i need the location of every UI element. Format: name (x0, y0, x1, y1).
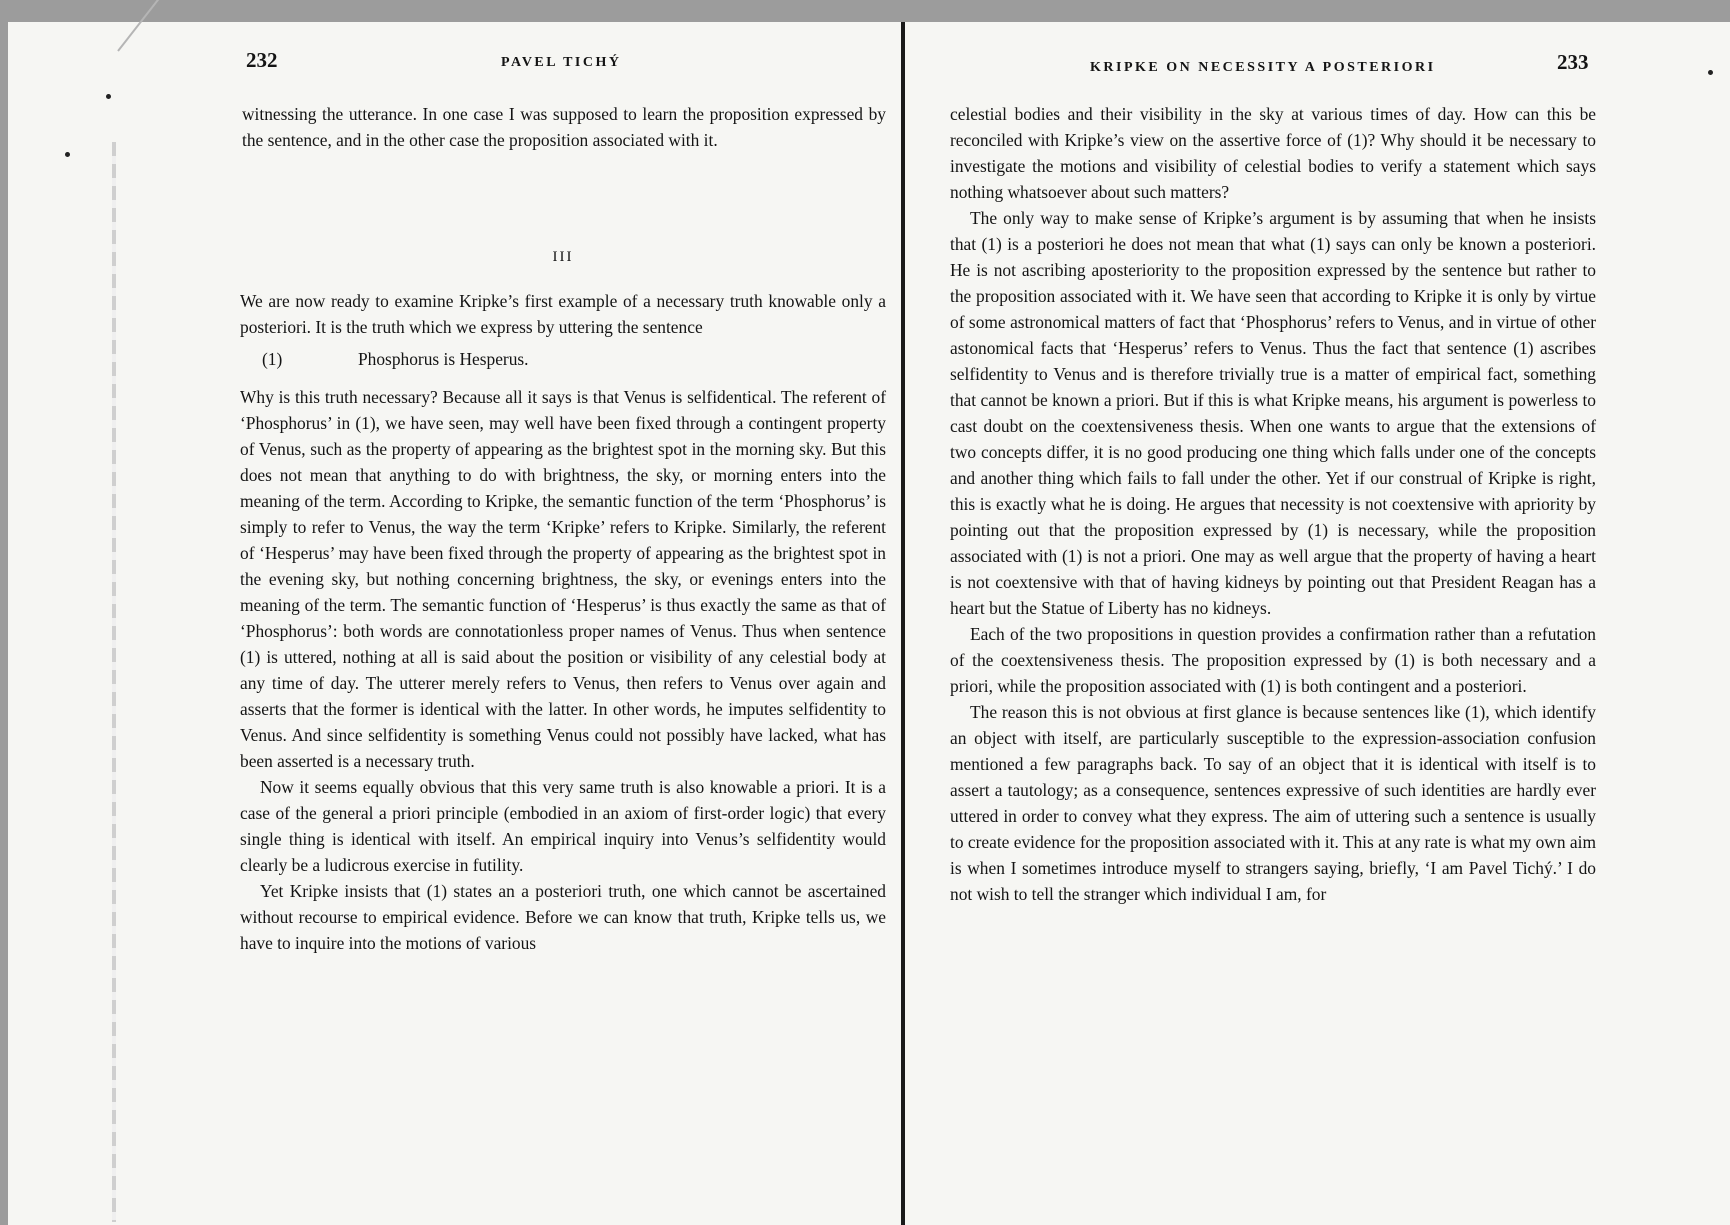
example-number: (1) (262, 349, 283, 369)
speck-mark (1708, 70, 1713, 75)
right-page (908, 22, 1730, 1225)
page-number: 233 (1557, 50, 1589, 74)
page-corner-fold (117, 0, 205, 52)
running-head: PAVEL TICHÝ (501, 55, 622, 70)
left-page (8, 22, 908, 1225)
paragraph: We are now ready to examine Kripke’s first example of a necessary truth knowable only a posteriori. It is the truth which we express by uttering the sentence (240, 291, 886, 337)
paragraph: The reason this is not obvious at first glance is because sentences like (1), which identify an object with itself, are particularly susceptible to the expression-association confusion mentioned a few paragraphs back. To say of an object that it is identical with itself is to assert a tautology; as a consequence, sentences expressive of such identities are hardly ever uttered in order to convey what they express. The aim of uttering such a sentence is usually to create evidence for the proposition associated with it. This at any rate is what my own aim is when I sometimes introduce myself to strangers saying, briefly, ‘I am Pavel Tichý.’ I do not wish to tell the stranger which individual I am, for (950, 702, 1596, 904)
right-body (950, 101, 1596, 907)
speck-mark (65, 152, 70, 157)
example-sentence: Phosphorus is Hesperus. (358, 349, 529, 369)
numbered-example (240, 346, 886, 372)
paragraph: celestial bodies and their visibility in the sky at various times of day. How can this be reconciled with Kripke’s view on the assertive force of (1)? Why should it be necessary to investigate the motions and visibility of celestial bodies to verify a statement which says nothing whatsoever about such matters? (950, 104, 1596, 202)
section-number: III (552, 249, 574, 265)
speck-mark (106, 94, 111, 99)
left-body-top (242, 101, 886, 153)
left-body (240, 200, 886, 956)
paragraph: Why is this truth necessary? Because all it says is that Venus is selfidentical. The referent of ‘Phosphorus’ in (1), we have seen, may well have been fixed through a contingent property of Venus, such as the property of appearing as the brightest spot in the morning sky. But this does not mean that anything to do with brightness, the sky, or morning enters into the meaning of the term. According to Kripke, the semantic function of the term ‘Phosphorus’ is simply to refer to Venus, the way the term ‘Kripke’ refers to Kripke. Similarly, the referent of ‘Hesperus’ may have been fixed through the property of appearing as the brightest spot in the evening sky, but nothing concerning brightness, the sky, or evenings enters into the meaning of the term. The semantic function of ‘Hesperus’ is thus exactly the same as that of ‘Phosphorus’: both words are connotationless proper names of Venus. Thus when sentence (1) is uttered, nothing at all is said about the position or visibility of any celestial body at any time of day. The utterer merely refers to Venus, then refers to Venus over again and asserts that the former is identical with the latter. In other words, he imputes selfidentity to Venus. And since selfidentity is something Venus could not possibly have lacked, what has been asserted is a necessary truth. (240, 387, 886, 771)
paragraph: The only way to make sense of Kripke’s argument is by assuming that when he insists that (1) is a posteriori he does not mean that what (1) says can only be known a posteriori. He is not ascribing aposteriority to the proposition expressed by the sentence but rather to the proposition associated with it. We have seen that according to Kripke it is only by virtue of some astronomical matters of fact that ‘Phosphorus’ refers to Venus, and in virtue of other astonomical facts that ‘Hesperus’ refers to Venus. Thus the fact that sentence (1) ascribes selfidentity to Venus and is therefore trivially true is a matter of empirical fact, something that cannot be known a priori. But if this is what Kripke means, his argument is powerless to cast doubt on the coextensiveness thesis. When one wants to argue that the extensions of two concepts differ, it is no good producing one thing which falls under one of the concepts and another thing which fails to fall under the other. Yet if our construal of Kripke is right, this is exactly what he is doing. He argues that necessity is not coextensive with apriority by pointing out that the proposition expressed by (1) is necessary, while the proposition associated with (1) is not a priori. One may as well argue that the property of having a heart is not coextensive with that of having kidneys by pointing out that President Reagan has a heart but the Statue of Liberty has no kidneys. (950, 208, 1596, 618)
paragraph: Now it seems equally obvious that this very same truth is also knowable a priori. It is a case of the general a priori principle (embodied in an axiom of first-order logic) that every single thing is identical with itself. An empirical inquiry into Venus’s selfidentity would clearly be a ludicrous exercise in futility. (240, 777, 886, 875)
book-gutter (901, 22, 905, 1225)
running-head: KRIPKE ON NECESSITY A POSTERIORI (1090, 60, 1436, 75)
paragraph: witnessing the utterance. In one case I was supposed to learn the proposition expressed by the sentence, and in the other case the proposition associated with it. (242, 104, 886, 150)
book-spread (8, 22, 1730, 1225)
paragraph: Yet Kripke insists that (1) states an a posteriori truth, one which cannot be ascertained without recourse to empirical evidence. Before we can know that truth, Kripke tells us, we have to inquire into the motions of various (240, 881, 886, 953)
page-number: 232 (246, 48, 278, 72)
paragraph: Each of the two propositions in question provides a confirmation rather than a refutation of the coextensiveness thesis. The proposition expressed by (1) is both necessary and a priori, while the proposition associated with (1) is both contingent and a posteriori. (950, 624, 1596, 696)
binding-edge-stripes (112, 142, 116, 1222)
